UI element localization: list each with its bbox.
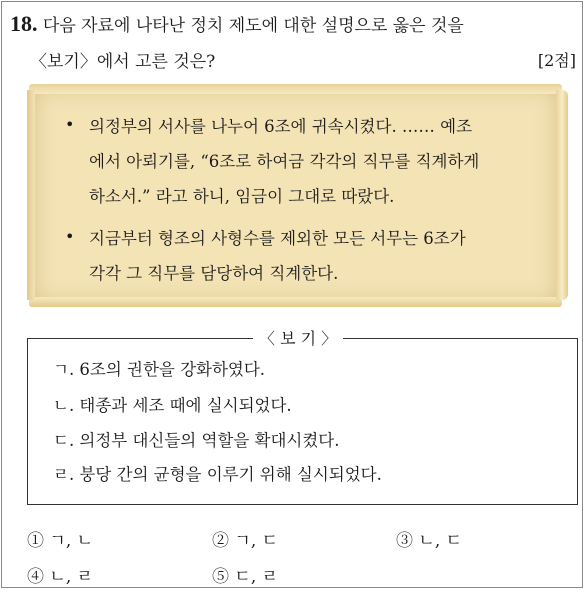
question-line-1: [10, 11, 464, 37]
source-para1-line3: 하소서.” 라고 하니, 임금이 그대로 따랐다.: [89, 187, 395, 206]
scroll-top-edge: [29, 84, 562, 94]
scroll-right-curl: [556, 90, 568, 300]
bogi-item-3: ㄷ. 의정부 대신들의 역할을 확대시켰다.: [53, 431, 340, 450]
bullet-icon: •: [65, 115, 75, 134]
question-text-1: 다음 자료에 나타난 정치 제도에 대한 설명으로 옳은 것을: [42, 16, 464, 36]
question-text-2: 〈보기〉에서 고른 것은?: [30, 52, 216, 72]
question-number: 18.: [10, 11, 38, 36]
scroll-left-edge: [27, 90, 35, 300]
scroll-bottom-edge: [29, 297, 562, 307]
bogi-item-2: ㄴ. 태종과 세조 때에 실시되었다.: [53, 396, 292, 415]
source-para2-line1: 지금부터 형조의 사형수를 제외한 모든 서무는 6조가: [89, 229, 466, 248]
bogi-item-4: ㄹ. 붕당 간의 균형을 이루기 위해 실시되었다.: [53, 465, 382, 484]
bogi-item-1: ㄱ. 6조의 권한을 강화하였다.: [53, 360, 266, 379]
option-4[interactable]: ④ ㄴ, ㄹ: [27, 567, 94, 587]
source-scroll: [33, 88, 558, 303]
source-para2-line2: 각각 그 직무를 담당하여 직계한다.: [89, 264, 339, 283]
option-1[interactable]: ① ㄱ, ㄴ: [27, 531, 94, 551]
option-3[interactable]: ③ ㄴ, ㄷ: [396, 531, 463, 551]
bogi-title: 〈 보 기 〉: [253, 326, 343, 349]
bullet-icon: •: [65, 227, 75, 246]
source-para1-line1: 의정부의 서사를 나누어 6조에 귀속시켰다. …… 예조: [89, 117, 473, 136]
source-para1-line2: 에서 아뢰기를, “6조로 하여금 각각의 직무를 직계하게: [89, 152, 480, 171]
option-5[interactable]: ⑤ ㄷ, ㄹ: [212, 567, 279, 587]
points-label: [2점]: [537, 51, 576, 70]
option-2[interactable]: ② ㄱ, ㄷ: [212, 531, 279, 551]
